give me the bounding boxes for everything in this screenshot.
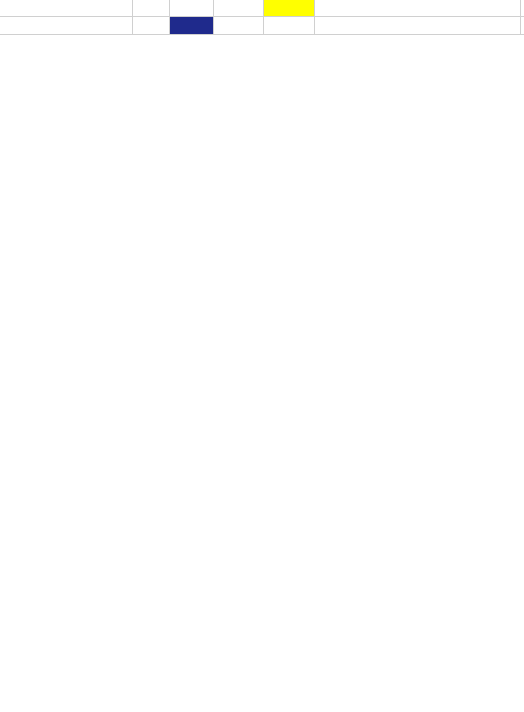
cell[interactable]: [0, 0, 133, 17]
losses-total[interactable]: [264, 17, 315, 35]
header-row-top: [0, 0, 524, 17]
wins-header[interactable]: [214, 0, 264, 17]
cell[interactable]: [170, 0, 214, 17]
header-row-teams: [0, 17, 524, 35]
rams-header[interactable]: [170, 17, 214, 35]
wins-total[interactable]: [214, 17, 264, 35]
cell[interactable]: [315, 0, 521, 17]
losses-header[interactable]: [264, 0, 315, 17]
cell[interactable]: [315, 17, 521, 35]
eagles-header[interactable]: [133, 17, 170, 35]
cell[interactable]: [0, 17, 133, 35]
cell[interactable]: [133, 0, 170, 17]
